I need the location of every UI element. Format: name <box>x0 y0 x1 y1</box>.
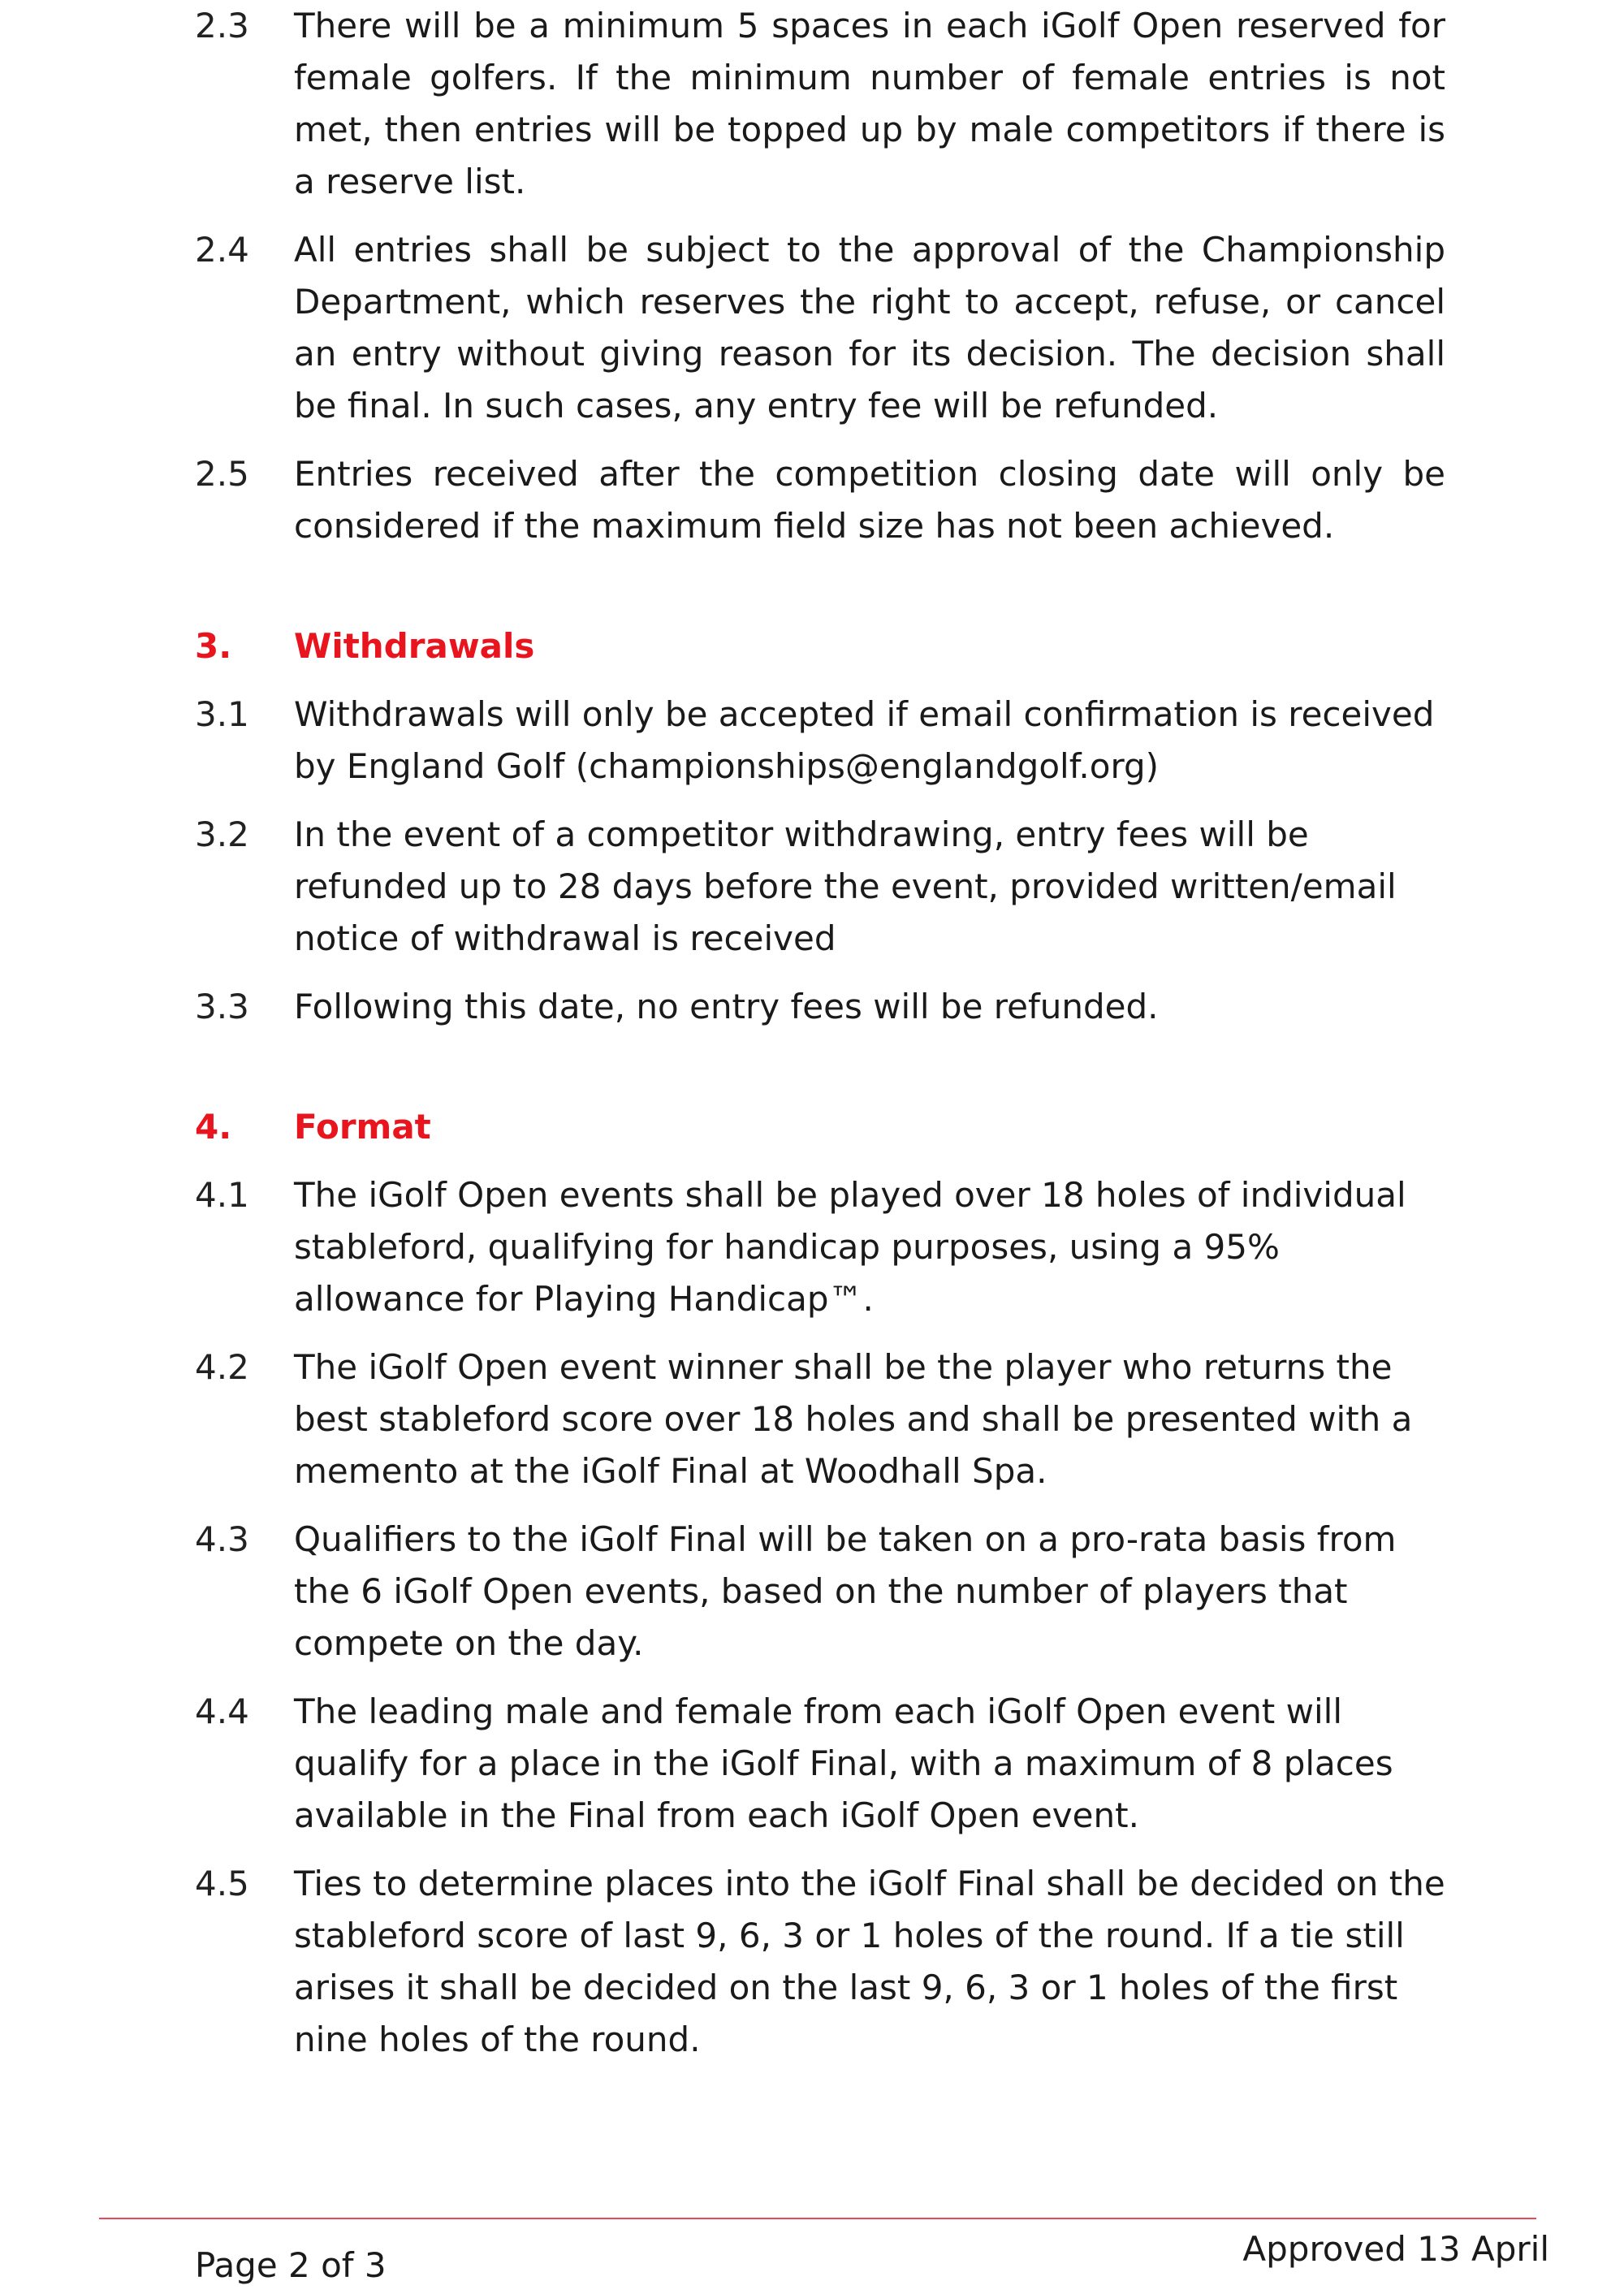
clause-2-5 <box>195 448 1445 552</box>
section-title: Withdrawals <box>294 626 535 666</box>
clause-text: In the event of a competitor withdrawing, entry fees will be refunded up to 28 days before the event, provided written/email notice of withdrawal is received <box>294 814 1397 958</box>
clause-number: 2.5 <box>195 454 249 494</box>
section-number: 3. <box>195 626 232 666</box>
clause-text: Qualifiers to the iGolf Final will be taken on a pro-rata basis from the 6 iGolf Open events, based on the number of players that compete on the day. <box>294 1519 1397 1663</box>
clause-4-5 <box>195 1858 1445 2066</box>
clause-number: 2.4 <box>195 230 249 270</box>
section-heading-withdrawals <box>195 620 1445 672</box>
clause-text: Entries received after the competition closing date will only be considered if the maximum field size has not been achieved. <box>294 454 1445 546</box>
clause-number: 4.1 <box>195 1175 249 1215</box>
clause-number: 3.3 <box>195 987 249 1026</box>
clause-number: 3.2 <box>195 814 249 854</box>
clause-text: The leading male and female from each iGolf Open event will qualify for a place in the iGolf Final, with a maximum of 8 places available in the Final from each iGolf Open event. <box>294 1691 1393 1835</box>
footer-approved-date: Approved 13 April <box>1242 2229 1549 2269</box>
section-spacer <box>195 1049 1445 1101</box>
clause-text: The iGolf Open events shall be played over 18 holes of individual stableford, qualifying for handicap purposes, using a 95% allowance for Playing Handicap™. <box>294 1175 1406 1319</box>
clause-number: 2.3 <box>195 6 249 45</box>
clause-number: 4.4 <box>195 1691 249 1731</box>
clause-4-4 <box>195 1686 1445 1842</box>
clause-text: Following this date, no entry fees will be refunded. <box>294 987 1159 1026</box>
clause-number: 3.1 <box>195 694 249 734</box>
clause-4-2 <box>195 1341 1445 1497</box>
section-number: 4. <box>195 1107 232 1147</box>
clause-2-3 <box>195 0 1445 208</box>
footer-divider <box>99 2218 1536 2219</box>
clause-number: 4.3 <box>195 1519 249 1559</box>
document-body <box>195 0 1445 2082</box>
clause-number: 4.2 <box>195 1347 249 1387</box>
clause-text: Ties to determine places into the iGolf Final shall be decided on the stableford score of last 9, 6, 3 or 1 holes of the round. If a tie still arises it shall be decided on the last 9, 6, 3 or 1 holes of the first nine holes of the round. <box>294 1864 1445 2059</box>
footer-page-number: Page 2 of 3 <box>195 2245 387 2285</box>
clause-3-2 <box>195 809 1445 965</box>
clause-4-1 <box>195 1169 1445 1325</box>
clause-2-4 <box>195 224 1445 432</box>
clause-number: 4.5 <box>195 1864 249 1903</box>
clause-text: Withdrawals will only be accepted if email confirmation is received by England Golf (championships@englandgolf.org) <box>294 694 1435 786</box>
clause-text: There will be a minimum 5 spaces in each iGolf Open reserved for female golfers. If the minimum number of female entries is not met, then entries will be topped up by male competitors if there is a reserve list. <box>294 6 1445 201</box>
clause-text: All entries shall be subject to the approval of the Championship Department, which reserves the right to accept, refuse, or cancel an entry without giving reason for its decision. The decision shall be final. In such cases, any entry fee will be refunded. <box>294 230 1445 426</box>
clause-4-3 <box>195 1514 1445 1670</box>
clause-text: The iGolf Open event winner shall be the player who returns the best stableford score over 18 holes and shall be presented with a memento at the iGolf Final at Woodhall Spa. <box>294 1347 1413 1491</box>
clause-3-1 <box>195 689 1445 793</box>
section-spacer <box>195 568 1445 620</box>
section-heading-format <box>195 1101 1445 1153</box>
clause-3-3 <box>195 981 1445 1033</box>
section-title: Format <box>294 1107 431 1147</box>
